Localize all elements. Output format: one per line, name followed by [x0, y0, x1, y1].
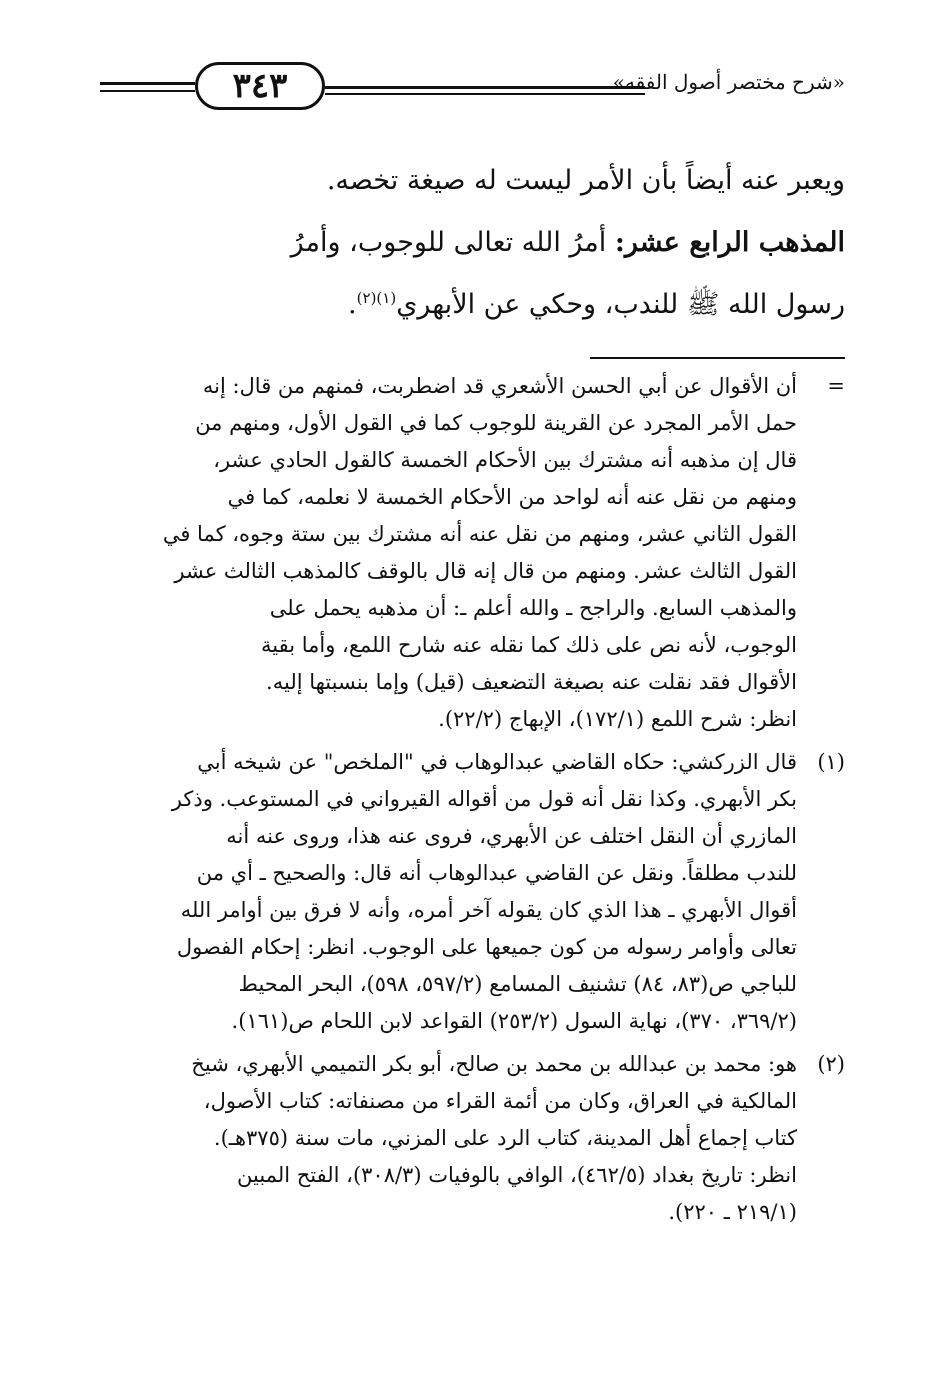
footnote-line: للباجي ص(٨٣، ٨٤) تشنيف المسامع (٥٩٧/٢، ٥٩٨)، البحر المحيط: [238, 972, 797, 996]
footnote-reference: (١)(٢): [356, 289, 397, 307]
footnote: [80, 1046, 845, 1231]
footnotes: [80, 368, 845, 1237]
footnote-marker: (١): [817, 750, 845, 774]
footnote-line: هو: محمد بن عبدالله بن محمد بن صالح، أبو بكر التميمي الأبهري، شيخ: [191, 1052, 797, 1076]
main-line: [90, 212, 845, 274]
footnote-line: الوجوب، لأنه نص على ذلك كما نقله عنه شارح اللمع، وأما بقية: [261, 633, 797, 657]
footnote-body: [80, 368, 797, 738]
footnote: [80, 368, 845, 738]
main-line-text: ويعبر عنه أيضاً بأن الأمر ليست له صيغة تخصه.: [326, 165, 845, 196]
footnote-line: ومنهم من نقل عنه أنه لواحد من الأحكام الخمسة لا نعلمه، كما في: [227, 485, 797, 509]
footnote-line: القول الثالث عشر. ومنهم من قال إنه قال بالوقف كالمذهب الثالث عشر: [174, 559, 797, 583]
footnote-line: المالكية في العراق، وكان من أئمة القراء من مصنفاته: كتاب الأصول،: [203, 1089, 797, 1113]
page-number: ٣٤٣: [195, 62, 325, 110]
footnote-line: (٣٦٩/٢، ٣٧٠)، نهاية السول (٢٥٣/٢) القواعد لابن اللحام ص(١٦١).: [231, 1009, 797, 1033]
footnote-line: (٢١٩/١ ـ ٢٢٠).: [668, 1200, 797, 1224]
footnote-line: انظر: تاريخ بغداد (٤٦٢/٥)، الوافي بالوفيات (٣٠٨/٣)، الفتح المبين: [237, 1163, 797, 1187]
footnote-line: قال الزركشي: حكاه القاضي عبدالوهاب في "الملخص" عن شيخه أبي: [197, 750, 797, 774]
madhhab-heading: المذهب الرابع عشر:: [614, 227, 845, 258]
footnote-body: [80, 1046, 797, 1231]
footnote-line: والمذهب السابع. والراجح ـ والله أعلم ـ: أن مذهبه يحمل على: [269, 596, 797, 620]
header-rule: [100, 90, 195, 92]
footnote-line: كتاب إجماع أهل المدينة، كتاب الرد على المزني، مات سنة (٣٧٥هـ).: [213, 1126, 797, 1150]
footnote-line: تعالى وأوامر رسوله من كون جميعها على الوجوب. انظر: إحكام الفصول: [176, 935, 797, 959]
page-header: [100, 52, 845, 122]
header-rule: [100, 82, 195, 85]
main-line-text: رسول الله ﷺ للندب، وحكي عن الأبهري: [396, 289, 845, 320]
header-rule: [325, 86, 645, 89]
main-line-end: .: [348, 289, 357, 320]
main-line: [90, 274, 845, 336]
main-line: [90, 150, 845, 212]
header-rule: [325, 93, 645, 95]
footnote-line: المازري أن النقل اختلف عن الأبهري، فروى عنه هذا، وروى عنه أنه: [226, 824, 797, 848]
main-text: [90, 150, 845, 336]
footnote-separator: [590, 357, 845, 359]
footnote-line: القول الثاني عشر، ومنهم من نقل عنه أنه مشترك بين ستة وجوه، كما في: [162, 522, 797, 546]
footnote-line: أقوال الأبهري ـ هذا الذي كان يقوله آخر أمره، وأنه لا فرق بين أوامر الله: [180, 898, 797, 922]
footnote-line: بكر الأبهري. وكذا نقل أنه قول من أقواله القيرواني في المستوعب. وذكر: [171, 787, 797, 811]
footnote-line: أن الأقوال عن أبي الحسن الأشعري قد اضطربت، فمنهم من قال: إنه: [202, 374, 797, 398]
footnote-body: [80, 744, 797, 1040]
footnote-line: الأقوال فقد نقلت عنه بصيغة التضعيف (قيل) وإما بنسبتها إليه.: [266, 670, 797, 694]
footnote-marker: (٢): [817, 1052, 845, 1076]
footnote: [80, 744, 845, 1040]
running-title: «شرح مختصر أصول الفقه»: [612, 70, 845, 94]
footnote-line: انظر: شرح اللمع (١٧٢/١)، الإبهاج (٢٢/٢).: [438, 707, 797, 731]
footnote-line: للندب مطلقاً. ونقل عن القاضي عبدالوهاب أنه قال: والصحيح ـ أي من: [196, 861, 797, 885]
footnote-line: حمل الأمر المجرد عن القرينة للوجوب كما في القول الأول، ومنهم من: [195, 411, 797, 435]
footnote-line: قال إن مذهبه أنه مشترك بين الأحكام الخمسة كالقول الحادي عشر،: [213, 448, 797, 472]
main-line-text: أمرُ الله تعالى للوجوب، وأمرُ: [290, 227, 615, 258]
footnote-marker: =: [827, 374, 845, 398]
